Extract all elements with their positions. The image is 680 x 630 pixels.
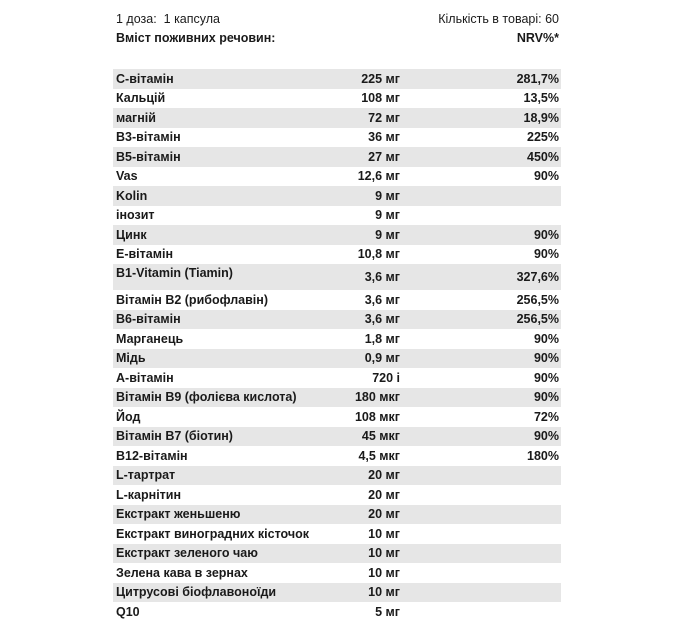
table-row (113, 69, 561, 89)
nutrient-nrv: 256,5% (516, 292, 559, 307)
nutrient-name: Vas (116, 169, 138, 184)
table-row (113, 407, 561, 427)
nutrient-name: Kolin (116, 188, 148, 203)
nutrient-nrv: 90% (533, 331, 559, 346)
table-row (113, 427, 561, 447)
table-row (113, 225, 561, 245)
table-row (113, 147, 561, 167)
nutrient-amount: 10,8 мг (357, 247, 400, 262)
nutrient-amount: 180 мкг (354, 390, 400, 405)
nrv-label: NRV%* (516, 30, 559, 45)
nutrient-name: Екстракт виноградних кісточок (116, 526, 309, 541)
table-row (113, 329, 561, 349)
nutrient-name: B1-Vitamin (Tiamin) (116, 266, 233, 280)
dose-value: 1 капсула (163, 11, 221, 26)
nutrition-table (113, 9, 561, 622)
nutrient-nrv: 256,5% (516, 312, 559, 327)
table-row (113, 563, 561, 583)
nutrient-amount: 9 мг (375, 188, 400, 203)
nutrient-name: B6-вітамін (116, 312, 181, 327)
nutrient-nrv: 90% (533, 429, 559, 444)
table-row (113, 206, 561, 226)
nutrient-amount: 108 мкг (354, 409, 400, 424)
nutrient-name: E-вітамін (116, 247, 174, 262)
table-row (113, 108, 561, 128)
nutrient-name: Марганець (116, 331, 184, 346)
nutrient-nrv: 90% (533, 227, 559, 242)
table-row (113, 524, 561, 544)
nutrient-name: Цинк (116, 227, 147, 242)
table-row (113, 167, 561, 187)
dose-info (116, 12, 220, 26)
nutrient-name: B3-вітамін (116, 130, 181, 145)
nutrient-name: C-вітамін (116, 71, 174, 86)
nutrient-amount: 20 мг (368, 507, 400, 522)
dose-header-row (113, 9, 561, 28)
header-spacer (113, 47, 561, 69)
nutrient-amount: 72 мг (368, 110, 400, 125)
nutrient-nrv: 180% (527, 448, 559, 463)
nutrient-nrv: 225% (527, 130, 559, 145)
table-row (113, 446, 561, 466)
table-row (113, 485, 561, 505)
table-row (113, 128, 561, 148)
nutrient-amount: 3,6 мг (364, 270, 400, 284)
nutrient-name: магній (116, 110, 156, 125)
table-row (113, 89, 561, 109)
nutrient-name: L-тартрат (116, 468, 176, 483)
nutrient-name: Мідь (116, 351, 146, 366)
nutrient-name: Цитрусові біофлавоноїди (116, 585, 277, 600)
nutrient-nrv: 72% (533, 409, 559, 424)
nutrient-amount: 10 мг (368, 526, 400, 541)
table-row (113, 544, 561, 564)
table-row (113, 583, 561, 603)
table-row (113, 602, 561, 622)
nutrient-rows (113, 69, 561, 622)
table-row (113, 505, 561, 525)
table-row (113, 349, 561, 369)
quantity-label: Кількість в товарі: 60 (438, 11, 559, 26)
nutrient-amount: 20 мг (368, 468, 400, 483)
table-row (113, 310, 561, 330)
nutrient-name: Вітамін B7 (біотин) (116, 429, 233, 444)
nutrients-header-row (113, 28, 561, 47)
nutrient-amount: 108 мг (361, 91, 400, 106)
table-row (113, 245, 561, 265)
nutrient-name: Екстракт зеленого чаю (116, 546, 258, 561)
nutrient-amount: 9 мг (375, 208, 400, 223)
nutrient-amount: 3,6 мг (364, 292, 400, 307)
nutrient-nrv: 450% (527, 149, 559, 164)
nutrient-nrv: 13,5% (523, 91, 559, 106)
nutrient-name: Вітамін B9 (фолієва кислота) (116, 390, 297, 405)
dose-label: 1 доза: (116, 11, 157, 26)
table-row (113, 264, 561, 290)
nutrient-nrv: 90% (533, 169, 559, 184)
nutrient-nrv: 90% (533, 390, 559, 405)
nutrient-name: Екстракт женьшеню (116, 507, 241, 522)
table-row (113, 368, 561, 388)
nutrient-nrv: 18,9% (523, 110, 559, 125)
nutrient-name: L-карнітин (116, 487, 182, 502)
nutrient-name: A-вітамін (116, 370, 174, 385)
table-row (113, 290, 561, 310)
nutrient-name: Зелена кава в зернах (116, 565, 248, 580)
nutrient-amount: 225 мг (361, 71, 400, 86)
nutrient-nrv: 90% (533, 247, 559, 262)
nutrients-label: Вміст поживних речовин: (116, 30, 276, 45)
nutrient-amount: 20 мг (368, 487, 400, 502)
nutrient-amount: 12,6 мг (357, 169, 400, 184)
nutrient-amount: 10 мг (368, 546, 400, 561)
nutrient-amount: 36 мг (368, 130, 400, 145)
nutrient-amount: 0,9 мг (364, 351, 400, 366)
nutrient-amount: 4,5 мкг (358, 448, 400, 463)
nutrient-amount: 10 мг (368, 565, 400, 580)
table-row (113, 466, 561, 486)
nutrient-amount: 720 і (372, 370, 400, 385)
nutrient-name: Вітамін B2 (рибофлавін) (116, 292, 268, 307)
nutrient-name: B5-вітамін (116, 149, 181, 164)
table-row (113, 186, 561, 206)
nutrient-nrv: 281,7% (516, 71, 559, 86)
nutrient-nrv: 327,6% (516, 270, 559, 284)
nutrient-nrv: 90% (533, 351, 559, 366)
nutrient-name: інозит (116, 208, 155, 223)
nutrient-nrv: 90% (533, 370, 559, 385)
nutrient-amount: 3,6 мг (364, 312, 400, 327)
nutrient-amount: 27 мг (368, 149, 400, 164)
nutrient-amount: 45 мкг (361, 429, 400, 444)
nutrient-amount: 9 мг (375, 227, 400, 242)
nutrient-amount: 10 мг (368, 585, 400, 600)
nutrient-amount: 1,8 мг (364, 331, 400, 346)
nutrient-name: Йод (116, 409, 141, 424)
nutrient-name: Q10 (116, 604, 140, 619)
nutrient-name: Кальцій (116, 91, 166, 106)
nutrient-name: B12-вітамін (116, 448, 188, 463)
nutrient-amount: 5 мг (375, 604, 400, 619)
table-row (113, 388, 561, 408)
